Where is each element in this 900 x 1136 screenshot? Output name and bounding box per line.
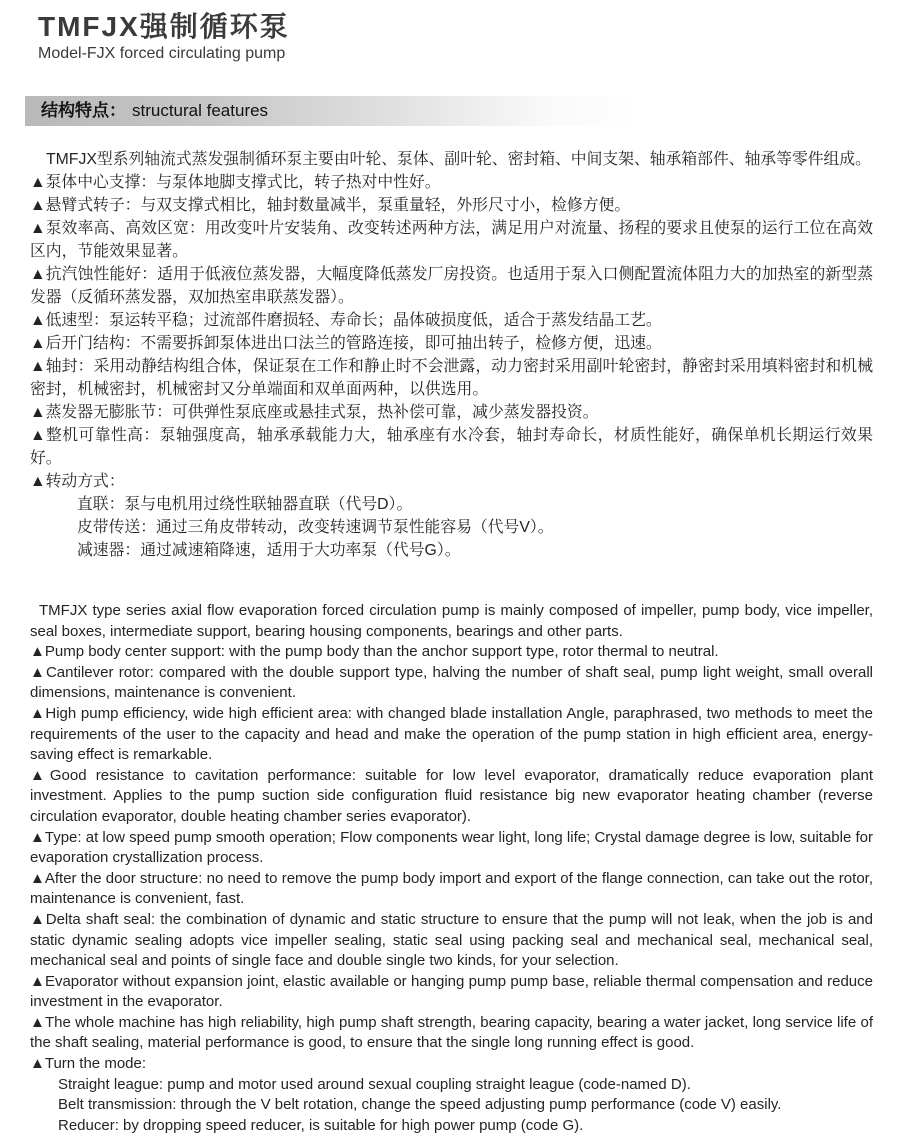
page-subtitle: Model-FJX forced circulating pump — [38, 45, 286, 62]
page-title: TMFJX强制循环泵 — [38, 11, 290, 42]
zh-paragraph: 减速器：通过减速箱降速，适用于大功率泵（代号G）。 — [77, 542, 461, 559]
chinese-features-section — [30, 148, 873, 562]
en-paragraph: ▲Turn the mode: — [30, 1055, 147, 1073]
section-title-zh: 结构特点： — [41, 101, 126, 120]
en-paragraph: TMFJX type series axial flow evaporation forced circulation pump is mainly composed of impeller, pump body, vice impeller, seal boxes, intermediate support, bearing housing components, bearings and other parts. — [30, 602, 873, 640]
zh-paragraph: ▲整机可靠性高：泵轴强度高，轴承承载能力大，轴承座有水冷套，轴封寿命长，材质性能好，确保单机长期运行效果好。 — [30, 427, 873, 467]
section-header-bar — [25, 96, 637, 126]
zh-paragraph: ▲后开门结构：不需要拆卸泵体进出口法兰的管路连接，即可抽出转子，检修方便，迅速。 — [30, 335, 662, 352]
zh-paragraph: ▲蒸发器无膨胀节：可供弹性泵底座或悬挂式泵，热补偿可靠，减少蒸发器投资。 — [30, 404, 599, 421]
en-paragraph: ▲Cantilever rotor: compared with the double support type, halving the number of shaft seal, pump light weight, small overall dimensions, maintenance is convenient. — [30, 663, 873, 702]
zh-paragraph: 皮带传送：通过三角皮带转动，改变转速调节泵性能容易（代号V）。 — [77, 519, 554, 536]
zh-paragraph: ▲悬臂式转子：与双支撑式相比，轴封数量减半，泵重量轻，外形尺寸小，检修方便。 — [30, 197, 631, 214]
en-paragraph: Reducer: by dropping speed reducer, is suitable for high power pump (code G). — [58, 1116, 584, 1134]
zh-paragraph: TMFJX型系列轴流式蒸发强制循环泵主要由叶轮、泵体、副叶轮、密封箱、中间支架、轴承箱部件、轴承等零件组成。 — [46, 151, 871, 168]
zh-paragraph: 直联：泵与电机用过绕性联轴器直联（代号D）。 — [77, 496, 413, 513]
en-paragraph: ▲Pump body center support: with the pump body than the anchor support type, rotor thermal to neutral. — [30, 643, 719, 661]
en-paragraph: ▲Evaporator without expansion joint, elastic available or hanging pump pump base, reliable thermal compensation and reduce investment in the evaporator. — [30, 972, 873, 1011]
zh-paragraph: ▲转动方式： — [30, 473, 125, 490]
zh-paragraph: ▲抗汽蚀性能好：适用于低液位蒸发器，大幅度降低蒸发厂房投资。也适用于泵入口侧配置流体阻力大的加热室的新型蒸发器（反循环蒸发器，双加热室串联蒸发器）。 — [30, 266, 873, 306]
en-paragraph: ▲High pump efficiency, wide high efficient area: with changed blade installation Angle, paraphrased, two methods to meet the requirements of the user to the capacity and head and make the operation of the pump station in high efficient area, energy-saving effect is remarkable. — [30, 704, 873, 764]
en-paragraph: Straight league: pump and motor used around sexual coupling straight league (code-named D). — [58, 1075, 691, 1093]
en-paragraph: ▲After the door structure: no need to remove the pump body import and export of the flange connection, can take out the rotor, maintenance is convenient, fast. — [30, 869, 873, 908]
zh-paragraph: ▲泵效率高、高效区宽：用改变叶片安装角、改变转述两种方法，满足用户对流量、扬程的要求且使泵的运行工位在高效区内，节能效果显著。 — [30, 220, 873, 260]
en-paragraph: ▲The whole machine has high reliability, high pump shaft strength, bearing capacity, bearing a water jacket, long service life of the shaft sealing, material performance is good, to ensure that the single long running effect is good. — [30, 1013, 873, 1052]
en-paragraph: ▲Delta shaft seal: the combination of dynamic and static structure to ensure that the pump will not leak, when the job is and static dynamic sealing adopts vice impeller sealing, static seal using packing seal and mechanical seal, mechanical seal, mechanical seal and points of single face and double single two kinds, for your selection. — [30, 910, 873, 970]
en-paragraph: ▲Good resistance to cavitation performance: suitable for low level evaporator, dramatically reduce evaporation plant investment. Applies to the pump suction side configuration fluid resistance big new evaporator heating chamber (reverse circulation evaporator, double heating chamber series evaporator). — [30, 766, 873, 825]
section-title-en: structural features — [132, 101, 269, 120]
english-features-section — [30, 601, 873, 1136]
en-paragraph: Belt transmission: through the V belt rotation, change the speed adjusting pump performance (code V) easily. — [58, 1096, 782, 1114]
zh-paragraph: ▲轴封：采用动静结构组合体，保证泵在工作和静止时不会泄露，动力密封采用副叶轮密封，静密封采用填料密封和机械密封，机械密封，机械密封又分单端面和双单面两种，以供选用。 — [30, 358, 873, 398]
en-paragraph: ▲Type: at low speed pump smooth operation; Flow components wear light, long life; Crystal damage degree is low, suitable for evaporation crystallization process. — [30, 828, 873, 867]
zh-paragraph: ▲泵体中心支撑：与泵体地脚支撑式比，转子热对中性好。 — [30, 174, 441, 191]
zh-paragraph: ▲低速型：泵运转平稳；过流部件磨损轻、寿命长；晶体破损度低，适合于蒸发结晶工艺。 — [30, 312, 662, 329]
